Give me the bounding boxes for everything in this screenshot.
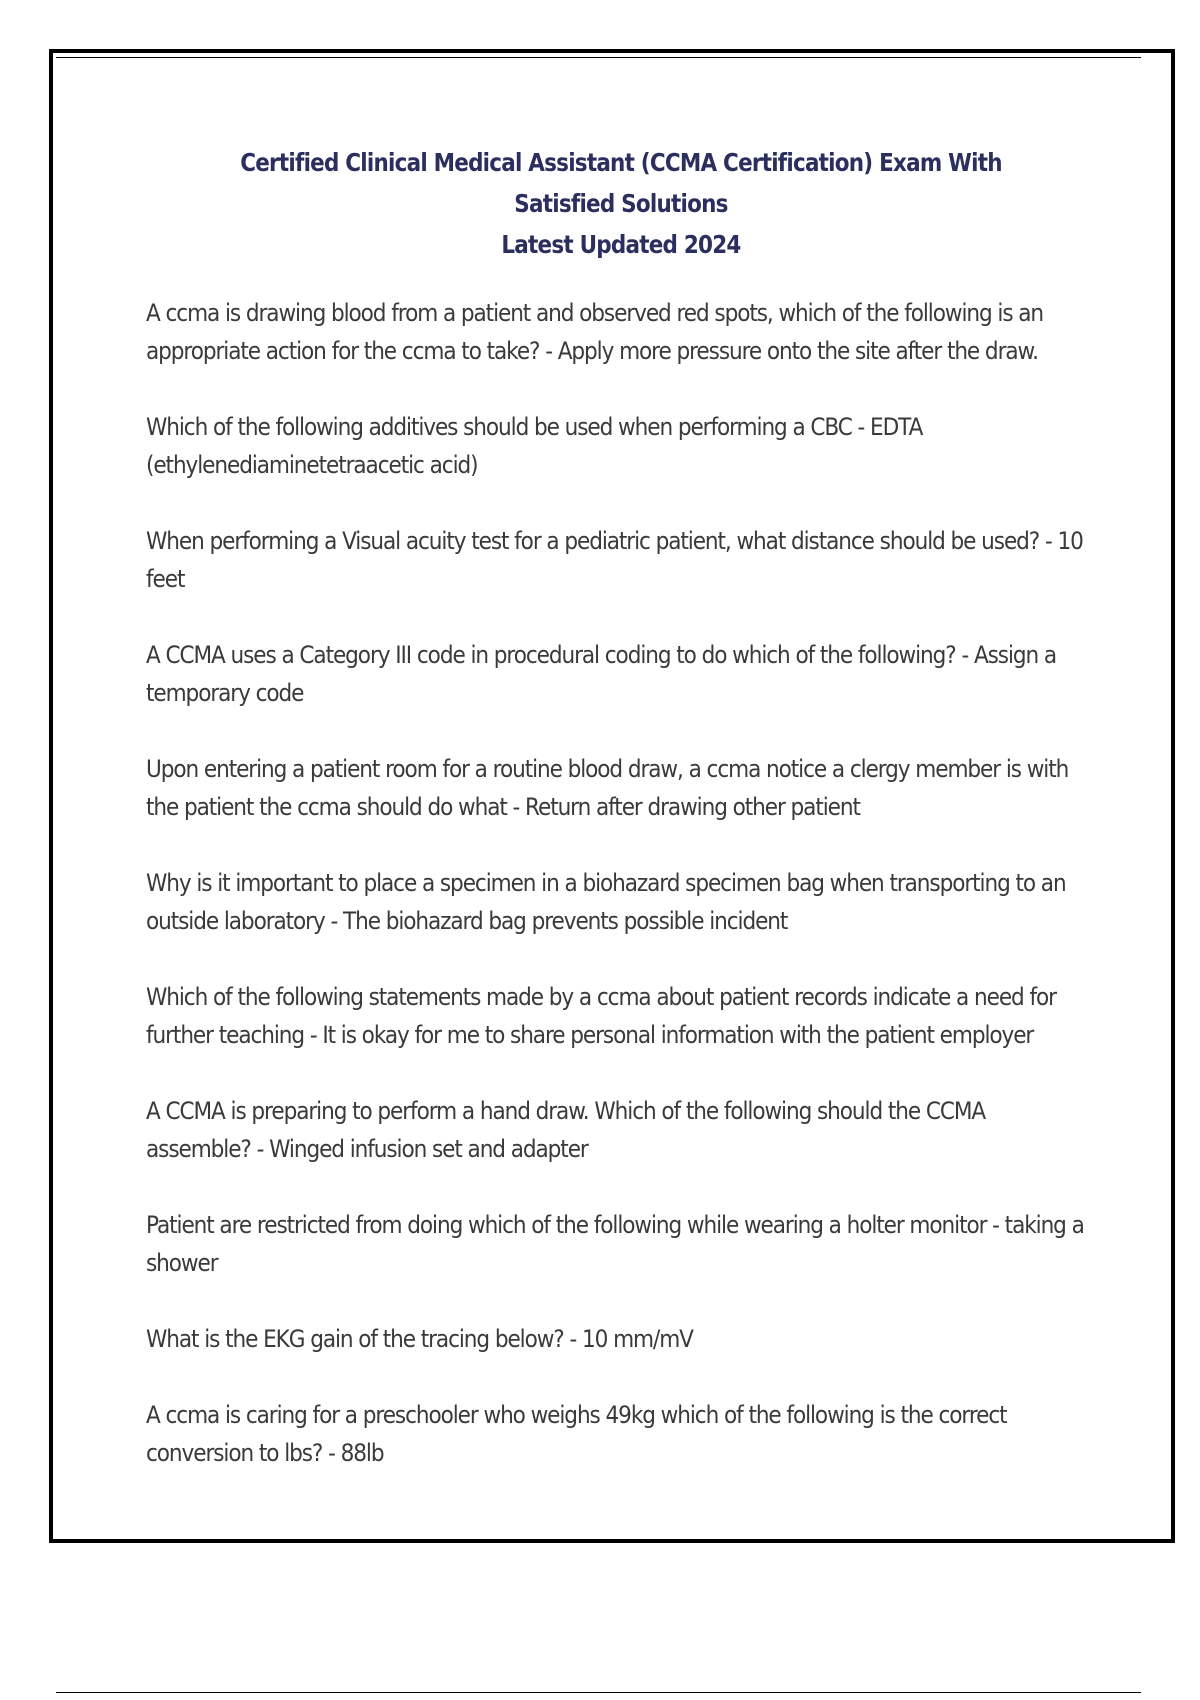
document-title-line-2: Latest Updated 2024 (501, 230, 741, 259)
document-title-line-1: Certified Clinical Medical Assistant (CCMA Certification) Exam With Satisfied Solutions (240, 148, 1002, 218)
question-answer-list (146, 294, 1096, 1472)
document-content (146, 142, 1096, 1510)
qa-item: Which of the following statements made by a ccma about patient records indicate a need for further teaching - It is okay for me to share personal information with the patient employer (146, 983, 1056, 1049)
qa-item: A CCMA is preparing to perform a hand draw. Which of the following should the CCMA assemble? - Winged infusion set and adapter (146, 1097, 986, 1163)
qa-item: A CCMA uses a Category III code in procedural coding to do which of the following? - Assign a temporary code (146, 641, 1057, 707)
qa-item: Which of the following additives should be used when performing a CBC - EDTA (ethylenediaminetetraacetic acid) (146, 413, 923, 479)
qa-item: When performing a Visual acuity test for a pediatric patient, what distance should be used? - 10 feet (146, 527, 1083, 593)
qa-item: A ccma is drawing blood from a patient and observed red spots, which of the following is an appropriate action for the ccma to take? - Apply more pressure onto the site after the draw. (146, 299, 1044, 365)
qa-item: A ccma is caring for a preschooler who weighs 49kg which of the following is the correct conversion to lbs? - 88lb (146, 1401, 1007, 1467)
qa-item: Why is it important to place a specimen in a biohazard specimen bag when transporting to an outside laboratory - The biohazard bag prevents possible incident (146, 869, 1066, 935)
qa-item: Upon entering a patient room for a routine blood draw, a ccma notice a clergy member is with the patient the ccma should do what - Return after drawing other patient (146, 755, 1069, 821)
bottom-rule (56, 1692, 1141, 1693)
qa-item: Patient are restricted from doing which of the following while wearing a holter monitor - taking a shower (146, 1211, 1084, 1277)
document-title (213, 142, 1030, 265)
qa-item: What is the EKG gain of the tracing below? - 10 mm/mV (146, 1325, 693, 1353)
